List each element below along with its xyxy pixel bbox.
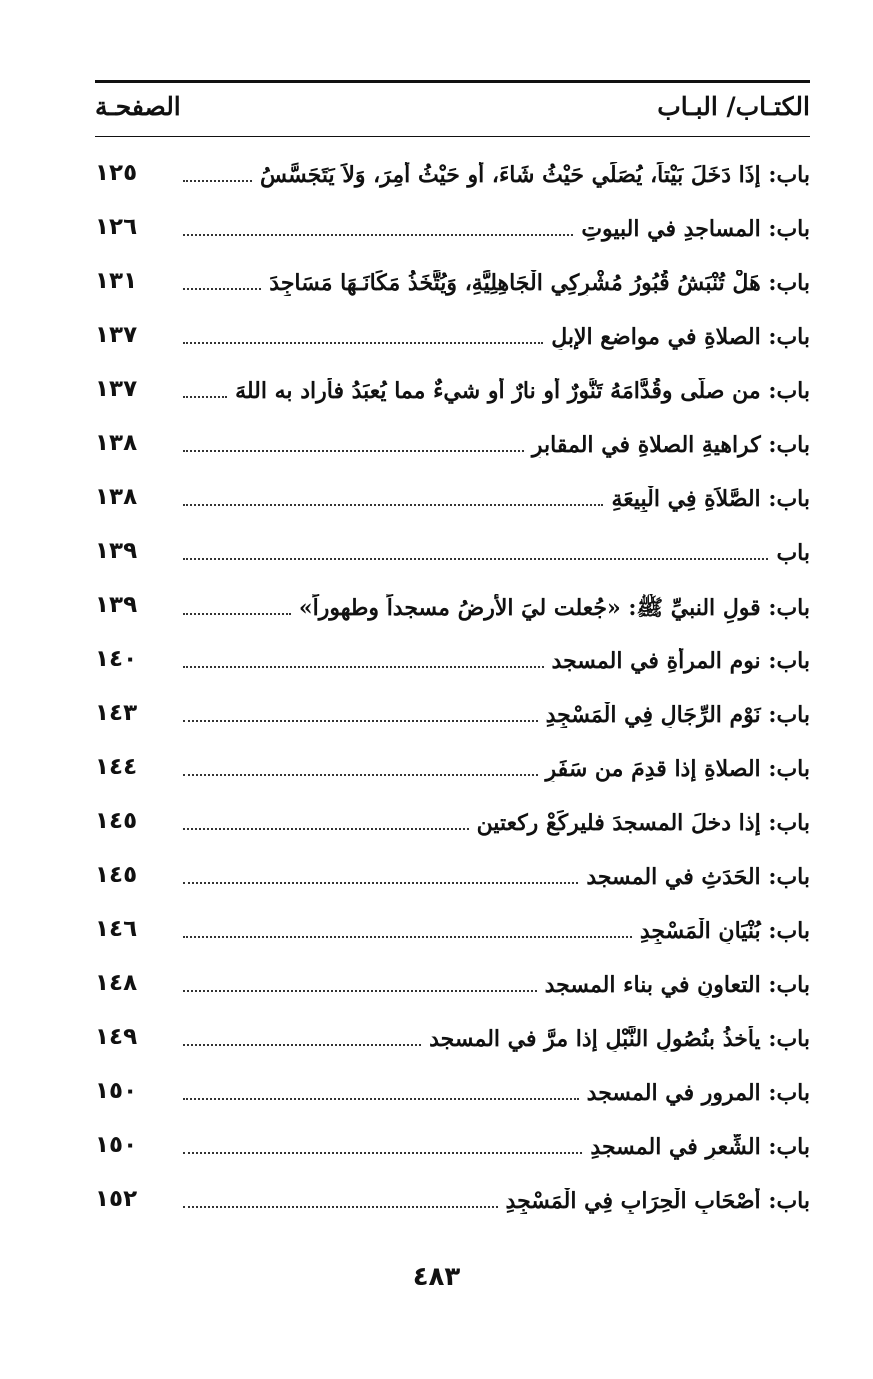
entry-page-number: ١٤٩ [95,1024,138,1050]
entry-page-number: ١٥٠ [95,1132,138,1158]
entry-title: باب: كراهيةِ الصلاةِ في المقابرِ [531,432,810,458]
toc-entry [95,852,810,906]
entry-page-number: ١٤٦ [95,916,138,942]
entry-title: باب: الشِّعرِ في المسجدِ [590,1134,810,1160]
entry-title: باب: المرورِ في المسجد [586,1080,810,1106]
entry-page-number: ١٤٣ [95,700,138,726]
entry-title: باب: قولِ النبيِّ ﷺ: «جُعلت ليَ الأرضُ مسجداً وطهوراً» [298,595,810,621]
toc-entry [95,1014,810,1068]
dot-leader [183,558,768,560]
entry-title: باب: الصلاةِ إذا قدِمَ من سَفَرٍ [545,756,810,782]
entry-title: باب: التعاونِ في بناء المسجد [544,972,810,998]
entry-title: باب [776,540,810,566]
entry-title: باب: من صلَّى وقُدَّامَهُ تَنُّورٌ أو نارٌ أو شيءٌ مما يُعبَدُ فأراد به اللهَ [235,378,810,404]
entry-page-number: ١٣٨ [95,430,138,456]
entry-page-number: ١٢٥ [95,160,138,186]
toc-entry [95,906,810,960]
entry-title: باب: أَصْحَابِ الْحِرَابِ فِي الْمَسْجِدِ [505,1188,810,1214]
dot-leader [183,342,543,344]
toc-entry [95,690,810,744]
entry-title: باب: يأخذُ بنُصُولِ النَّبْلِ إذا مرَّ في المسجد [429,1026,810,1052]
dot-leader [183,1098,579,1100]
dot-leader [183,828,469,830]
toc-entry [95,150,810,204]
dot-leader [183,234,573,236]
toc-entry [95,420,810,474]
dot-leader [183,936,632,938]
toc-entry [95,1122,810,1176]
entry-page-number: ١٤٥ [95,808,138,834]
dot-leader [183,666,544,668]
entry-page-number: ١٣٩ [95,592,138,618]
top-rule [95,80,810,83]
toc-entry [95,1176,810,1230]
dot-leader [183,450,524,452]
dot-leader [183,774,538,776]
toc-entry [95,474,810,528]
entry-title: باب: نَوْمِ الرِّجَالِ فِي الْمَسْجِدِ [545,702,810,728]
dot-leader [183,396,227,398]
toc-page [95,0,810,1379]
entry-page-number: ١٤٥ [95,862,138,888]
dot-leader [183,990,537,992]
entry-page-number: ١٥٢ [95,1186,138,1212]
toc-entry [95,744,810,798]
toc-entry [95,528,810,582]
toc-entry [95,312,810,366]
dot-leader [183,882,578,884]
entry-page-number: ١٣١ [95,268,138,294]
header-page-label: الصفحـة [95,92,181,121]
toc-entry [95,1068,810,1122]
header-title: الكتـاب/ البـاب [657,92,810,121]
toc-header [95,88,810,130]
entry-page-number: ١٤٤ [95,754,138,780]
entry-title: باب: إذا دخلَ المسجدَ فليركَعْ ركعتينِ [476,810,810,836]
toc-entry [95,798,810,852]
toc-entry [95,582,810,636]
entry-page-number: ١٣٧ [95,322,138,348]
page-number: ٤٨٣ [412,1262,461,1292]
entry-page-number: ١٤٨ [95,970,138,996]
entry-title: باب: الصلاةِ في مواضعِ الإبلِ [551,324,810,350]
dot-leader [183,1152,582,1154]
toc-list [95,150,810,1230]
entry-title: باب: المساجدِ في البيوتِ [581,216,810,242]
toc-entry [95,204,810,258]
dot-leader [183,504,603,506]
entry-title: باب: الصَّلاَةِ فِي الْبِيعَةِ [611,486,810,512]
entry-page-number: ١٢٦ [95,214,138,240]
entry-title: باب: الحَدَثِ في المسجد [586,864,810,890]
entry-page-number: ١٤٠ [95,646,138,672]
dot-leader [183,180,252,182]
header-rule [95,136,810,137]
entry-title: باب: نومِ المرأةِ في المسجد [551,648,810,674]
entry-page-number: ١٣٩ [95,538,138,564]
entry-title: باب: إِذَا دَخَلَ بَيْتاً، يُصَلِّي حَيْثُ شَاءَ، أو حَيْثُ أُمِرَ، وَلاَ يَتَجَسَّسُ [260,162,810,188]
dot-leader [183,720,538,722]
entry-title: باب: هَلْ تُنْبَشُ قُبُورُ مُشْرِكِي الْجَاهِلِيَّةِ، وَيُتَّخَذُ مَكَانَـهَا مَسَاجِدَ [269,270,810,296]
dot-leader [183,288,261,290]
entry-title: باب: بُنْيَانِ الْمَسْجِدِ [639,918,810,944]
toc-entry [95,366,810,420]
entry-page-number: ١٥٠ [95,1078,138,1104]
toc-entry [95,960,810,1014]
dot-leader [183,1044,421,1046]
dot-leader [183,1206,498,1208]
toc-entry [95,258,810,312]
dot-leader [183,613,291,615]
entry-page-number: ١٣٧ [95,376,138,402]
toc-entry [95,636,810,690]
entry-page-number: ١٣٨ [95,484,138,510]
